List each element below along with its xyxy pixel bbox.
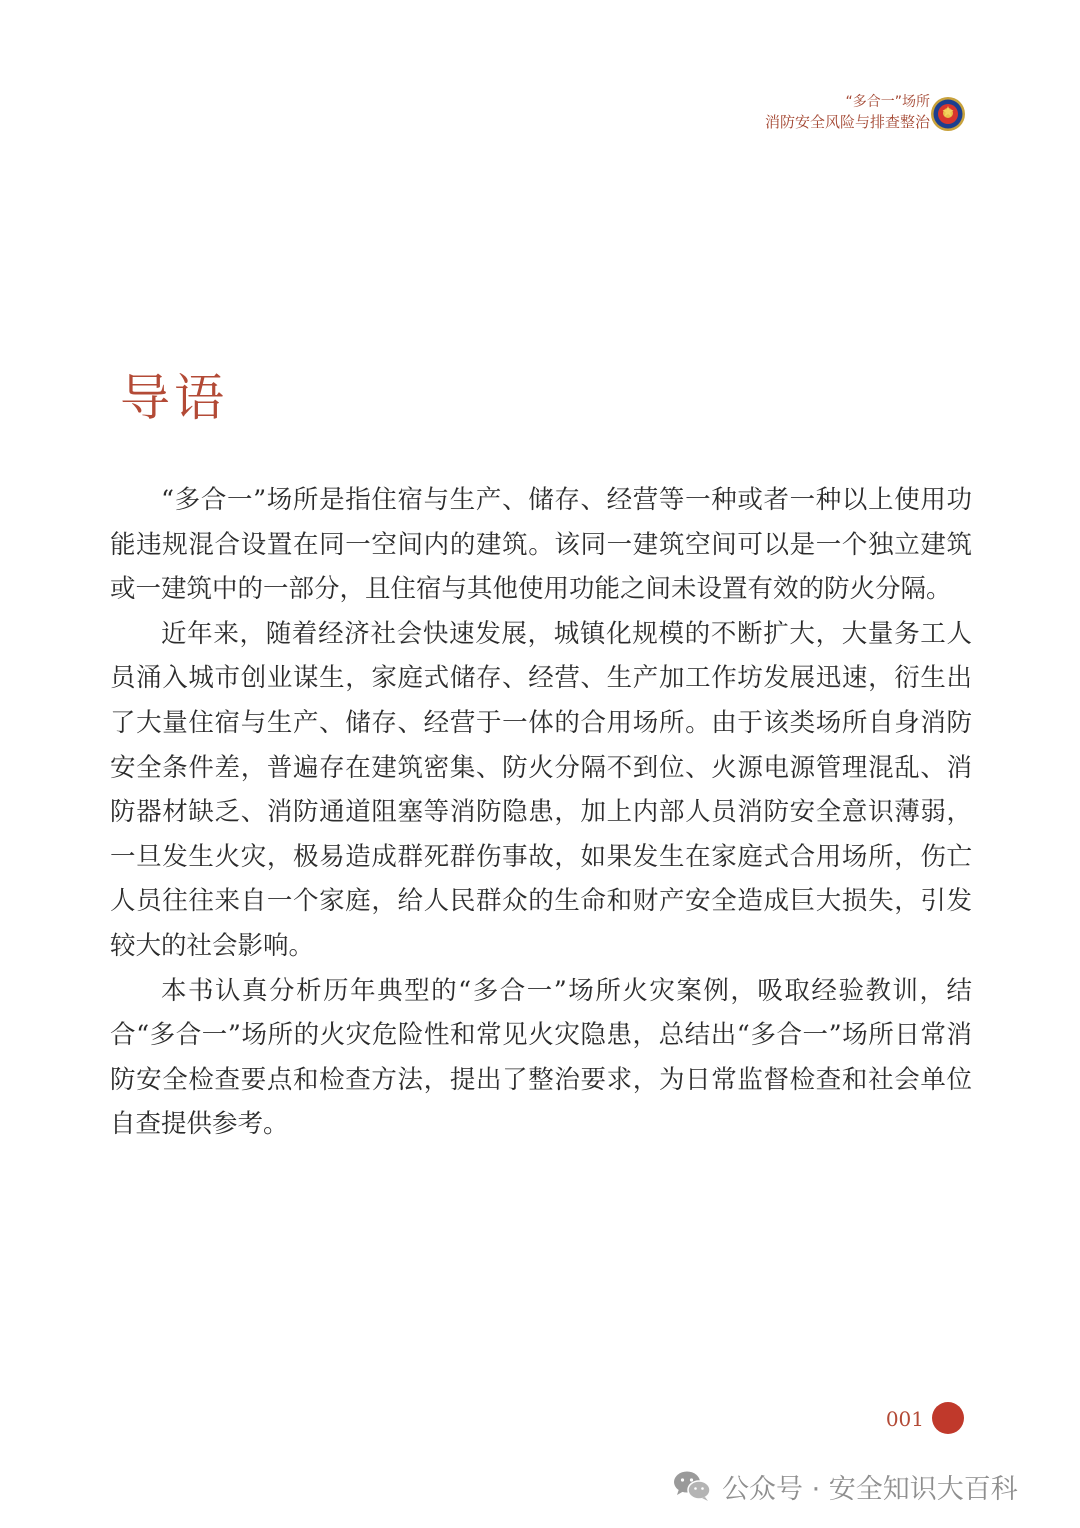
section-title: 导语 <box>120 369 228 427</box>
paragraph-2: 近年来，随着经济社会快速发展，城镇化规模的不断扩大，大量务工人员涌入城市创业谋生，家庭式储存、经营、生产加工作坊发展迅速，衍生出了大量住宿与生产、储存、经营于一体的合用场所。由于该类场所自身消防安全条件差，普遍存在建筑密集、防火分隔不到位、火源电源管理混乱、消防器材缺乏、消防通道阻塞等消防隐患，加上内部人员消防安全意识薄弱，一旦发生火灾，极易造成群死群伤事故，如果发生在家庭式合用场所，伤亡人员往往来自一个家庭，给人民群众的生命和财产安全造成巨大损失，引发较大的社会影响。 <box>110 618 972 961</box>
header-line-1: “多合一”场所 <box>845 94 930 110</box>
running-header <box>765 92 930 132</box>
header-line-2: 消防安全风险与排查整治 <box>764 113 930 131</box>
paragraph-1: “多合一”场所是指住宿与生产、储存、经营等一种或者一种以上使用功能违规混合设置在同一空间内的建筑。该同一建筑空间可以是一个独立建筑或一建筑中的一部分，且住宿与其他使用功能之间未设置有效的防火分隔。 <box>110 485 972 605</box>
page-number: 001 <box>885 1407 924 1431</box>
watermark <box>672 1464 1018 1508</box>
fire-rescue-emblem-icon <box>930 96 966 132</box>
paragraph-3: 本书认真分析历年典型的“多合一”场所火灾案例，吸取经验教训，结合“多合一”场所的火灾危险性和常见火灾隐患，总结出“多合一”场所日常消防安全检查要点和检查方法，提出了整治要求，为日常监督检查和社会单位自查提供参考。 <box>110 975 972 1140</box>
watermark-text: 公众号 · 安全知识大百科 <box>722 1473 1018 1505</box>
page-number-dot <box>932 1402 964 1434</box>
wechat-icon <box>672 1469 712 1503</box>
body-text <box>110 478 972 1147</box>
